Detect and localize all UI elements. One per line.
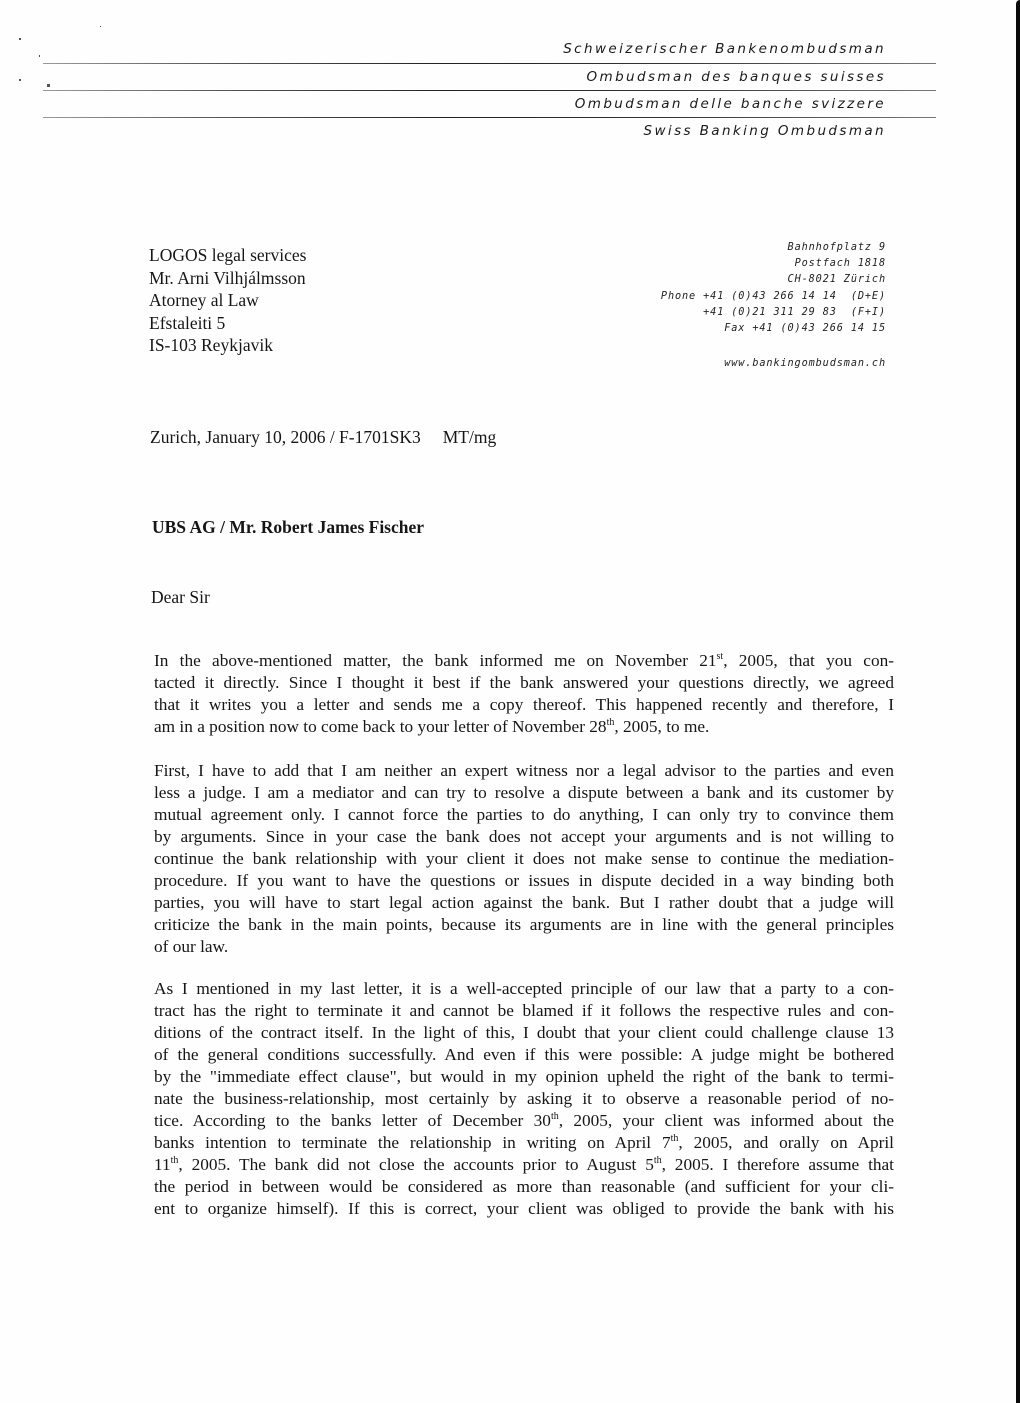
letterhead-name-it: Ombudsman delle banche svizzere <box>574 96 886 112</box>
date-reference-line <box>150 427 496 448</box>
text-line: tacted it directly. Since I thought it best if the bank answered your questions directly, we agreed <box>154 673 894 692</box>
scan-speck <box>39 55 40 57</box>
text-line: by the "immediate effect clause", but would in my opinion upheld the right of the bank to termi- <box>154 1067 894 1086</box>
initials: MT/mg <box>442 427 497 447</box>
sender-po-box: Postfach 1818 <box>794 258 886 270</box>
sender-address <box>661 240 886 372</box>
text-line: criticize the bank in the main points, because its arguments are in line with the general principles <box>154 915 894 934</box>
text-line: ent to organize himself). If this is correct, your client was obliged to provide the bank with his <box>154 1199 894 1218</box>
text-line: tract has the right to terminate it and cannot be blamed if it follows the respective rules and con- <box>154 1001 894 1020</box>
text-line: less a judge. I am a mediator and can try to resolve a dispute between a bank and its customer by <box>154 783 894 802</box>
recipient-street: Efstaleiti 5 <box>149 312 226 333</box>
scan-speck <box>19 79 21 81</box>
scan-speck <box>47 84 50 87</box>
text-line: by arguments. Since in your case the bank does not accept your arguments and is not willing to <box>154 827 894 846</box>
recipient-name: Mr. Arni Vilhjálmsson <box>149 267 306 288</box>
text-line: ditions of the contract itself. In the light of this, I doubt that your client could challenge clause 13 <box>154 1023 894 1042</box>
body-paragraph-1 <box>154 650 894 738</box>
body-paragraph-3 <box>154 978 894 1220</box>
text-line: that it writes you a letter and sends me a copy thereof. This happened recently and therefore, I <box>154 695 894 714</box>
letterhead-rule <box>43 63 936 64</box>
text-line: As I mentioned in my last letter, it is a well-accepted principle of our law that a party to a con- <box>154 979 894 998</box>
text-line: 11th, 2005. The bank did not close the accounts prior to August 5th, 2005. I therefore assume that <box>154 1155 894 1174</box>
letterhead-name-de: Schweizerischer Bankenombudsman <box>563 41 886 57</box>
text-line: parties, you will have to start legal action against the bank. But I rather doubt that a judge will <box>154 893 894 912</box>
scan-speck <box>19 38 21 40</box>
letterhead-name-en: Swiss Banking Ombudsman <box>643 123 886 139</box>
text-line: In the above-mentioned matter, the bank informed me on November 21st, 2005, that you con- <box>154 651 894 670</box>
subject-line: UBS AG / Mr. Robert James Fischer <box>152 517 425 537</box>
salutation: Dear Sir <box>151 587 210 607</box>
sender-fax: Fax +41 (0)43 266 14 15 <box>724 323 886 335</box>
text-line: procedure. If you want to have the questions or issues in dispute decided in a way binding both <box>154 871 894 890</box>
text-line: First, I have to add that I am neither an expert witness nor a legal advisor to the parties and even <box>154 761 894 780</box>
recipient-address <box>149 244 306 357</box>
date-reference: Zurich, January 10, 2006 / F-1701SK3 <box>150 427 421 447</box>
text-line: the period in between would be considered as more than reasonable (and sufficient for your cli- <box>154 1177 894 1196</box>
text-line: tice. According to the banks letter of December 30th, 2005, your client was informed about the <box>154 1111 895 1130</box>
sender-street: Bahnhofplatz 9 <box>787 242 886 253</box>
recipient-firm: LOGOS legal services <box>149 245 307 265</box>
sender-city: CH-8021 Zürich <box>787 274 886 286</box>
sender-phone-1: Phone +41 (0)43 266 14 14 (D+E) <box>660 290 886 302</box>
scan-page-edge <box>1016 0 1020 1403</box>
text-line: of our law. <box>154 937 229 956</box>
text-line: banks intention to terminate the relationship in writing on April 7th, 2005, and orally on April <box>154 1133 894 1152</box>
recipient-title: Atorney al Law <box>149 290 259 310</box>
letterhead-rule <box>43 117 936 118</box>
scan-speck <box>100 26 101 27</box>
sender-website: www.bankingombudsman.ch <box>724 358 886 370</box>
text-line: mutual agreement only. I cannot force the parties to do anything, I can only try to convince them <box>154 805 894 824</box>
sender-phone-2: +41 (0)21 311 29 83 (F+I) <box>703 306 886 318</box>
body-paragraph-2 <box>154 760 894 958</box>
text-line: of the general conditions successfully. And even if this were possible: A judge might be bothered <box>154 1045 894 1064</box>
letterhead-rule <box>43 90 936 91</box>
recipient-city: IS-103 Reykjavik <box>149 335 273 355</box>
text-line: continue the bank relationship with your client it does not make sense to continue the mediation- <box>154 849 894 868</box>
text-line: am in a position now to come back to your letter of November 28th, 2005, to me. <box>154 717 710 736</box>
text-line: nate the business-relationship, most certainly by asking it to observe a reasonable period of no- <box>154 1089 894 1108</box>
letterhead-name-fr: Ombudsman des banques suisses <box>586 69 886 85</box>
